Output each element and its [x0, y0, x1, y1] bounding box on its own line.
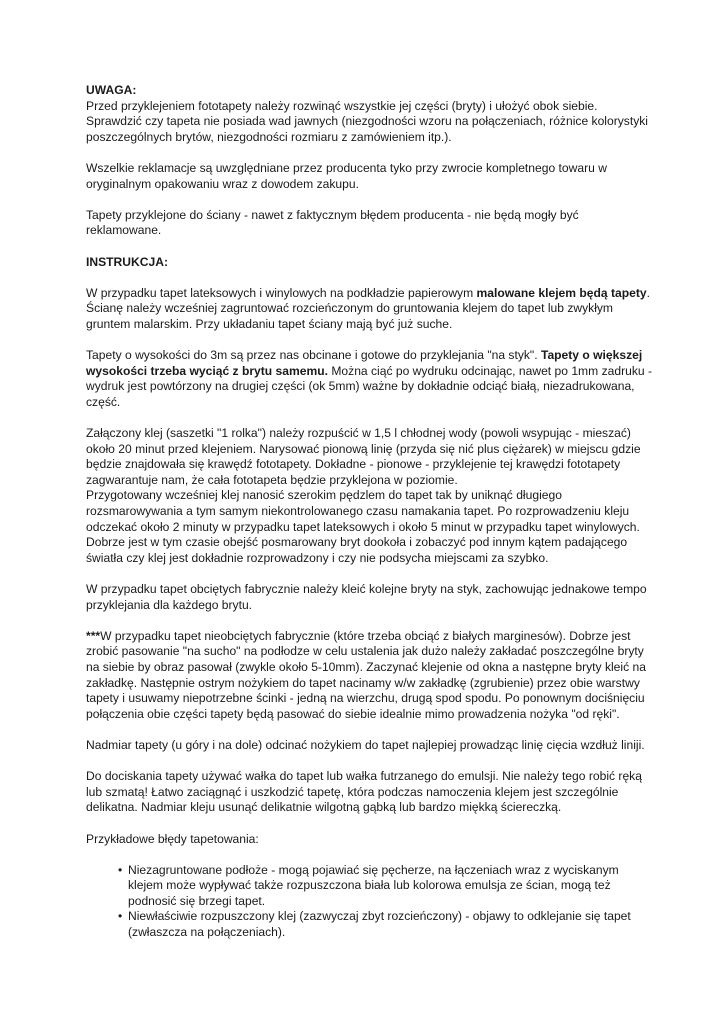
errors-intro: Przykładowe błędy tapetowania:: [86, 831, 259, 846]
latex-vinyl-paragraph: [86, 286, 654, 333]
uncut-text: W przypadku tapet nieobciętych fabrycznie (które trzeba obciąć z białych marginesów). Dobrze jest zrobić pasowanie "na sucho" na podłodze w celu ustalenia jak dużo należy zakładać poszczególne bryty na siebie by obraz pasował (zwykle około 5-10mm). Zaczynać klejenie od okna a następne bryty kleić na zakładkę. Następnie ostrym nożykiem do tapet nacinamy w/w zakładkę (zgrubienie) przez obie warstwy tapety i usuwamy niepotrzebne ścinki - jedną na wierzchu, drugą spod spodu. Po ponownym dociśnięciu połączenia obie części tapety będą pasować do siebie idealnie mimo prowadzenia nożyka "od ręki".: [86, 628, 646, 721]
bullet-icon: •: [118, 909, 123, 924]
warning-heading: UWAGA:: [86, 83, 137, 97]
height-bold: Tapety o większej wysokości trzeba wyciąć z brytu samemu.: [86, 348, 643, 378]
error-item-1-text: Niezagruntowane podłoże - mogą pojawiać się pęcherze, na łączeniach wraz z wyciskanym klejem może wypływać także rozpuszczona biała lub kolorowa emulsja ze ścian, mogą też podnosić się brzegi tapet.: [128, 862, 619, 908]
excess-paragraph: Nadmiar tapety (u góry i na dole) odcinać nożykiem do tapet najlepiej prowadząc linię cięcia wzdłuż liniji.: [86, 737, 645, 752]
height-text-a: Tapety o wysokości do 3m są przez nas obcinane i gotowe do przyklejania "na styk".: [86, 348, 541, 363]
height-text-c: Można ciąć po wydruku odcinając, nawet po 1mm zadruku - wydruk jest powtórzony na drugiej części (ok 5mm) ważne by dokładnie odciąć białą, niezadrukowana, część.: [86, 363, 652, 409]
error-item-2: [118, 909, 654, 940]
latex-vinyl-text-c: . Ścianę należy wcześniej zagruntować rozcieńczonym do gruntowania klejem do tapet lub zwykłym gruntem malarskim. Przy układaniu tapet ściany mają być już suche.: [86, 285, 650, 331]
warning-text: Przed przyklejeniem fototapety należy rozwinąć wszystkie jej części (bryty) i ułożyć obok siebie. Sprawdzić czy tapeta nie posiada wad jawnych (niezgodności wzoru na połączeniach, różnice kolorystyki poszczególnych brytów, niezgodności rozmiaru z zamówieniem itp.).: [86, 98, 648, 144]
factory-cut-paragraph: W przypadku tapet obciętych fabrycznie należy kleić kolejne bryty na styk, zachowując jednakowe tempo przyklejania dla każdego brytu.: [86, 582, 647, 612]
error-item-2-text: Niewłaściwie rozpuszczony klej (zazwyczaj zbyt rozcieńczony) - objawy to odklejanie się tapet (zwłaszcza na połączeniach).: [128, 909, 631, 940]
errors-list: [86, 863, 654, 941]
complaints-paragraph: Wszelkie reklamacje są uwzględniane przez producenta tyko przy zwrocie kompletnego towaru w oryginalnym opakowaniu wraz z dowodem zakupu.: [86, 160, 607, 191]
uncut-paragraph: [86, 629, 654, 723]
bullet-icon: •: [118, 862, 123, 877]
glue-paragraph: [86, 426, 654, 566]
height-paragraph: [86, 348, 654, 410]
uncut-stars: ***: [86, 628, 101, 643]
glue-text-b: Przygotowany wcześniej klej nanosić szerokim pędzlem do tapet tak by uniknąć długiego rozsmarowywania a tym samym niekontrolowanego czasu namakania tapet. Po rozprowadzeniu kleju odczekać około 2 minuty w przypadku tapet lateksowych i około 5 minut w przypadku tapet winylowych. Dobrze jest w tym czasie obejść posmarowany bryt dookoła i zobaczyć pod innym kątem padającego światła czy klej jest dokładnie rozprowadzony i czy nie podsycha miejscami za szybko.: [86, 488, 640, 565]
pressing-paragraph: Do dociskania tapety używać wałka do tapet lub wałka futrzanego do emulsji. Nie należy tego robić ręką lub szmatą! Łatwo zaciągnąć i uszkodzić tapetę, która podczas namoczenia klejem jest szczególnie delikatna. Nadmiar kleju usunąć delikatnie wilgotną gąbką lub bardzo miękką ściereczką.: [86, 769, 642, 815]
glued-wallpaper-paragraph: Tapety przyklejone do ściany - nawet z faktycznym błędem producenta - nie będą mogły być reklamowane.: [86, 207, 579, 238]
latex-vinyl-text-a: W przypadku tapet lateksowych i winylowych na podkładzie papierowym: [86, 285, 477, 300]
warning-section: [86, 83, 654, 145]
error-item-1: [118, 863, 654, 910]
document-page: [86, 83, 654, 941]
glue-text-a: Załączony klej (saszetki "1 rolka") należy rozpuścić w 1,5 l chłodnej wody (powoli wsypując - mieszać) około 20 minut przed klejeniem. Narysować pionową linię (przyda się nić plus ciężarek) w miejscu gdzie będzie znajdowała się krawędź fototapety. Dokładne - pionowe - przyklejenie tej krawędzi fototapety zagwarantuje nam, że cała fototapeta będzie przyklejona w poziomie.: [86, 426, 641, 487]
instructions-heading: INSTRUKCJA:: [86, 254, 168, 269]
latex-vinyl-bold: malowane klejem będą tapety: [476, 285, 647, 300]
